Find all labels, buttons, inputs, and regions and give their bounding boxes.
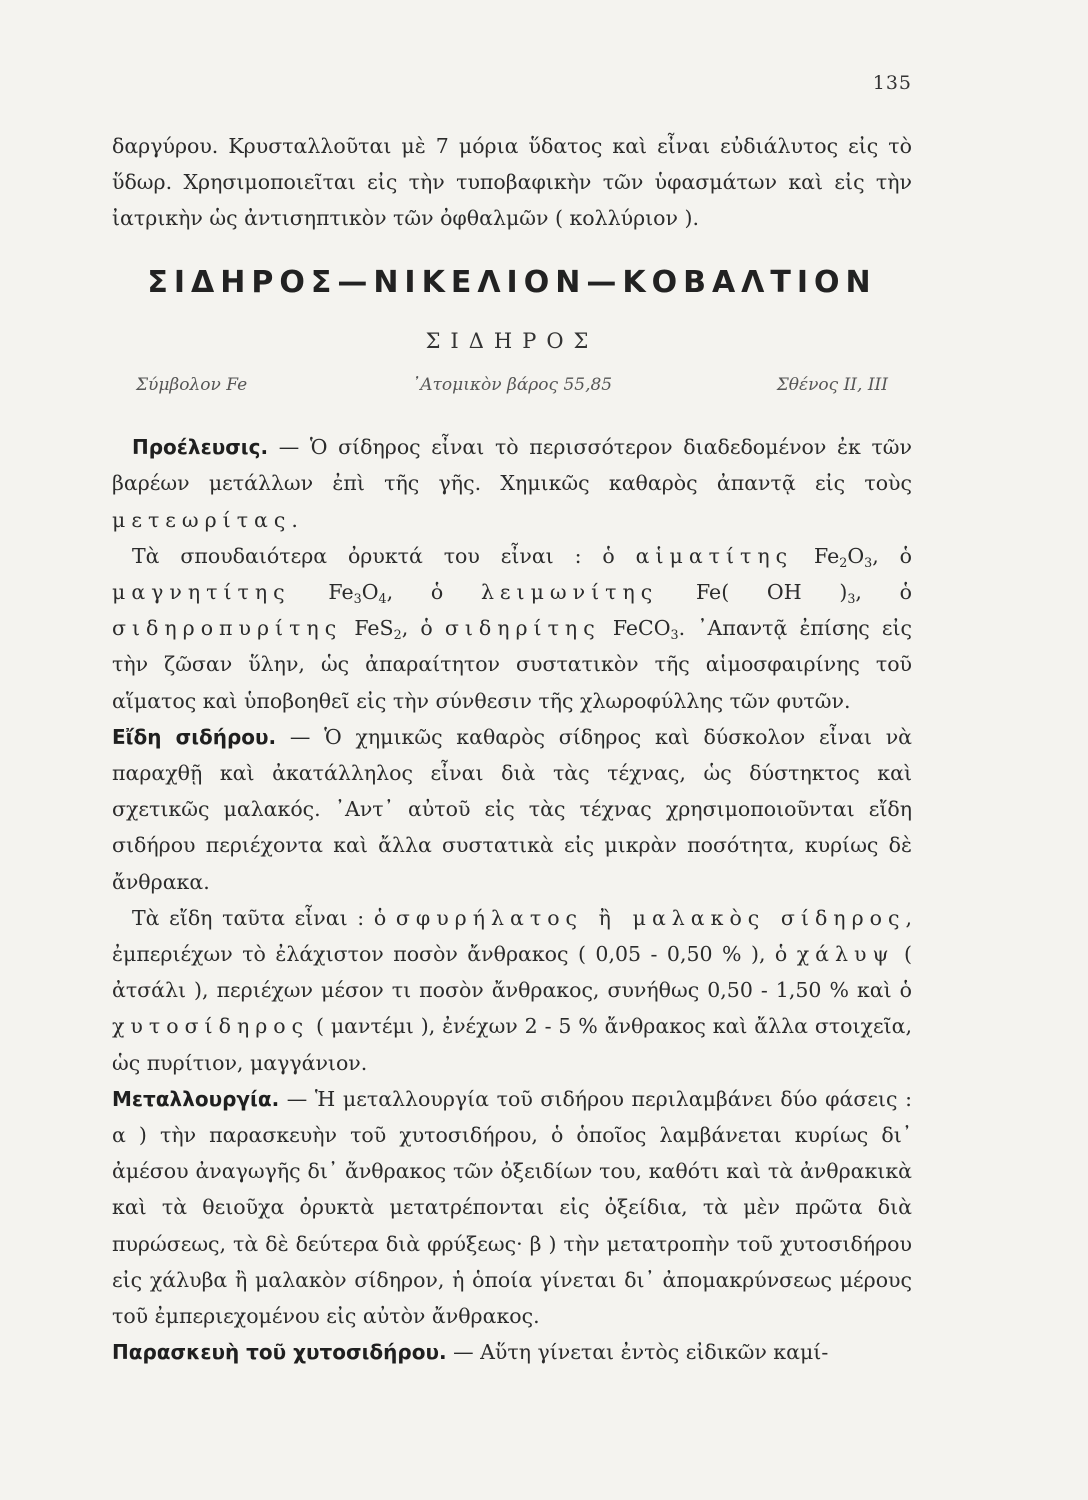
atomic-weight: ᾿Ατομικὸν βάρος 55,85 bbox=[411, 375, 613, 396]
paragraph-origin bbox=[112, 429, 912, 538]
formula-subscript: 4 bbox=[378, 590, 387, 606]
formula-hematite bbox=[793, 544, 872, 568]
mineral-siderite: σιδηρίτης bbox=[444, 616, 601, 641]
formula-part: Fe( OH ) bbox=[658, 580, 848, 605]
paragraph-iron-varieties bbox=[112, 900, 912, 1081]
heading-metallurgy: Μεταλλουργία. bbox=[112, 1086, 280, 1111]
opening-paragraph: δαργύρου. Κρυσταλλοῦται μὲ 7 μόρια ὕδατος καὶ εἶναι εὐδιάλυτος εἰς τὸ ὕδωρ. Χρησιμοποιεῖται εἰς τὴν τυποβαφικὴν τῶν ὑφασμάτων καὶ εἰς τὴν ἰατρικὴν ὡς ἀντισηπτικὸν τῶν ὀφθαλμῶν ( κολλύριον ). bbox=[112, 134, 912, 231]
term-cast-iron: χυτοσίδηρος bbox=[112, 1014, 310, 1039]
minerals-text-5: , ὁ bbox=[401, 616, 445, 641]
minerals-text-2: , ὁ bbox=[872, 543, 913, 568]
varieties-text-4: ( μαντέμι ), ἐνέχων 2 - 5 % ἄνθρακος καὶ ἄλλα στοιχεῖα, ὡς πυρίτιον, μαγγάνιον. bbox=[112, 1014, 912, 1075]
mineral-limonite: λειμωνίτης bbox=[480, 580, 659, 605]
mineral-pyrite: σιδηροπυρίτης bbox=[112, 616, 343, 641]
paragraph-minerals bbox=[112, 538, 912, 719]
page-number: 135 bbox=[872, 72, 912, 94]
origin-text-2: . bbox=[291, 507, 298, 532]
minerals-text-1: Τὰ σπουδαιότερα ὀρυκτά του εἶναι : ὁ bbox=[132, 543, 636, 568]
formula-part: FeCO bbox=[600, 616, 671, 641]
formula-subscript: 2 bbox=[839, 554, 848, 570]
element-symbol: Σύμβολον Fe bbox=[136, 375, 248, 396]
heading-types-of-iron: Εἴδη σιδήρου. bbox=[112, 724, 277, 749]
chapter-title: ΣΙΔΗΡΟΣ—ΝΙΚΕΛΙΟΝ—ΚΟΒΑΛΤΙΟΝ bbox=[147, 264, 877, 300]
formula-subscript: 3 bbox=[670, 627, 679, 643]
preparation-text: — Αὕτη γίνεται ἐντὸς εἰδικῶν καμί- bbox=[446, 1340, 829, 1365]
formula-subscript: 2 bbox=[393, 627, 402, 643]
varieties-text-3: ( ἀτσάλι ), περιέχων μέσον τι ποσὸν ἄνθρακος, συνήθως 0,50 - 1,50 % καὶ ὁ bbox=[112, 942, 913, 1003]
metallurgy-text: — Ἡ μεταλλουργία τοῦ σιδήρου περιλαμβάνει δύο φάσεις : α ) τὴν παρασκευὴν τοῦ χυτοσιδήρου, ὁ ὁποῖος λαμβάνεται κυρίως δι᾿ ἀμέσου ἀναγωγῆς δι᾿ ἄνθρακος τῶν ὀξειδίων του, καθότι καὶ τὰ ἀνθρακικὰ καὶ τὰ θειοῦχα ὀρυκτὰ μετατρέπονται εἰς ὀξείδια, τὰ μὲν πρῶτα διὰ πυρώσεως, τὰ δὲ δεύτερα διὰ φρύξεως· β ) τὴν μετατροπὴν τοῦ χυτοσιδήρου εἰς χάλυβα ἢ μαλακὸν σίδηρον, ἡ ὁποία γίνεται δι᾿ ἀπομακρύνσεως μέρους τοῦ ἐμπεριεχομένου εἰς αὐτὸν ἄνθρακος. bbox=[112, 1086, 912, 1329]
paragraph-metallurgy bbox=[112, 1081, 912, 1334]
formula-part: O bbox=[847, 543, 865, 568]
term-wrought-iron: σφυρήλατος ἢ μαλακὸς σίδηρος bbox=[395, 905, 906, 930]
element-properties bbox=[136, 367, 888, 403]
paragraph-types-of-iron bbox=[112, 719, 912, 900]
varieties-text-1: Τὰ εἴδη ταῦτα εἶναι : ὁ bbox=[132, 905, 396, 930]
heading-origin: Προέλευσις. bbox=[132, 435, 269, 460]
mineral-hematite: αἱματίτης bbox=[635, 543, 794, 568]
formula-siderite bbox=[600, 616, 679, 643]
types-of-iron-text: — Ὁ χημικῶς καθαρὸς σίδηρος καὶ δύσκολον εἶναι νὰ παραχθῇ καὶ ἀκατάλληλος εἶναι διὰ τὰς τέχνας, ὡς δύστηκτος καὶ σχετικῶς μαλακός. ᾿Αντ᾿ αὐτοῦ εἰς τὰς τέχνας χρησιμοποιοῦνται εἴδη σιδήρου περιέχοντα καὶ ἄλλα συστατικὰ εἰς μικρὰν ποσότητα, κυρίως δὲ ἄνθρακα. bbox=[112, 724, 913, 894]
formula-part: O bbox=[361, 580, 379, 605]
formula-subscript: 3 bbox=[353, 590, 362, 606]
formula-part: Fe bbox=[793, 543, 840, 568]
minerals-text-6: . ᾿Απαντᾷ ἐπίσης εἰς τὴν ζῶσαν ὕλην, ὡς ἀπαραίτητον συστατικὸν τῆς αἱμοσφαιρίνης τοῦ αἵματος καὶ ὑποβοηθεῖ εἰς τὴν σύνθεσιν τῆς χλωροφύλλης τῶν φυτῶν. bbox=[112, 616, 912, 713]
origin-spaced-term: μετεωρίτας bbox=[112, 507, 292, 532]
valence: Σθένος II, III bbox=[776, 375, 888, 396]
formula-subscript: 3 bbox=[864, 554, 873, 570]
term-steel: χάλυψ bbox=[796, 942, 895, 967]
formula-magnetite bbox=[291, 580, 387, 604]
page-content bbox=[112, 128, 912, 1371]
varieties-text-2: , ἐμπεριέχων τὸ ἐλάχιστον ποσὸν ἄνθρακος ( 0,05 - 0,50 % ), ὁ bbox=[112, 905, 912, 967]
formula-pyrite bbox=[342, 616, 402, 643]
heading-preparation: Παρασκευὴ τοῦ χυτοσιδήρου. bbox=[112, 1340, 447, 1365]
formula-subscript: 3 bbox=[847, 590, 856, 606]
mineral-magnetite: μαγνητίτης bbox=[112, 580, 291, 605]
section-title: ΣΙΔΗΡΟΣ bbox=[425, 328, 599, 353]
minerals-text-3: , ὁ bbox=[386, 580, 481, 605]
formula-part: Fe bbox=[290, 580, 354, 605]
formula-part: FeS bbox=[342, 616, 394, 641]
formula-limonite bbox=[658, 580, 855, 604]
origin-text-1: — Ὁ σίδηρος εἶναι τὸ περισσότερον διαδεδομένον ἐκ τῶν βαρέων μετάλλων ἐπὶ τῆς γῆς. Χημικῶς καθαρὸς ἀπαντᾷ εἰς τοὺς bbox=[112, 435, 912, 496]
minerals-text-4: , ὁ bbox=[855, 580, 913, 605]
paragraph-preparation bbox=[112, 1334, 912, 1370]
